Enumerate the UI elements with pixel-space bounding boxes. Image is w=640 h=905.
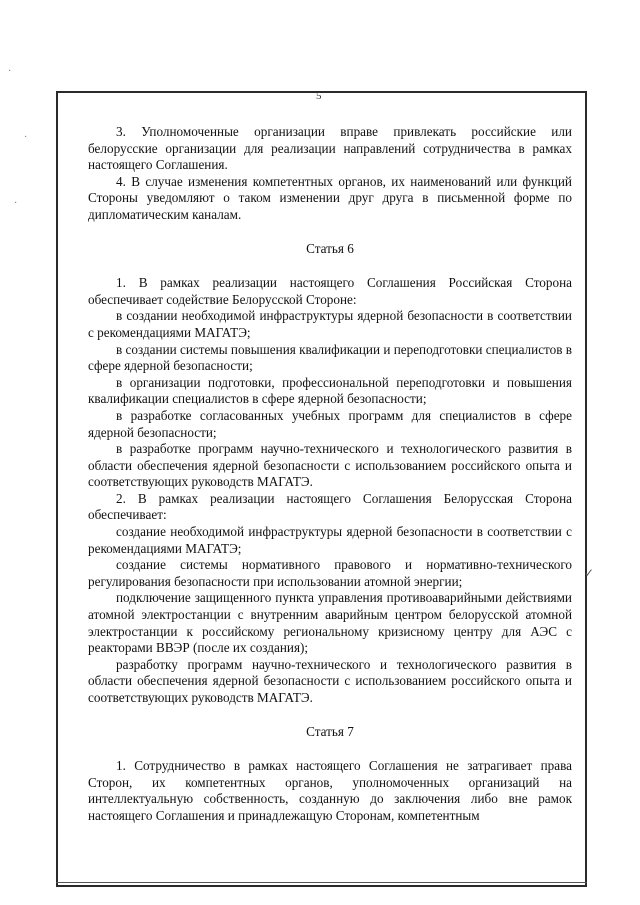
article-6-clause-1-item: в создании системы повышения квалификации и переподготовки специалистов в сфере ядерной безопасности; — [88, 341, 572, 374]
paragraph-3: 3. Уполномоченные организации вправе привлекать российские или белорусские организации для реализации направлений сотрудничества в рамках настоящего Соглашения. — [88, 124, 572, 173]
article-7-heading: Статья 7 — [306, 723, 354, 739]
article-6-clause-1-item: в организации подготовки, профессиональной переподготовки и повышения квалификации специалистов в сфере ядерной безопасности; — [88, 374, 572, 407]
scan-speck: · — [14, 198, 18, 209]
article-6-clause-1: 1. В рамках реализации настоящего Соглашения Российская Сторона обеспечивает содействие Белорусской Стороне: — [88, 275, 572, 307]
article-6-clause-1-item: в разработке согласованных учебных программ для специалистов в сфере ядерной безопасности; — [88, 407, 572, 440]
article-6-clause-1-item: в создании необходимой инфраструктуры ядерной безопасности в соответствии с рекомендациями МАГАТЭ; — [88, 308, 572, 340]
article-6-clause-2-item: подключение защищенного пункта управления противоаварийными действиями атомной электростанции с внутренним аварийным центром белорусской атомной электростанции к российскому региональному кризисному центру для АЭС с реакторами ВВЭР (после их создания); — [88, 590, 572, 656]
article-7-clause-1: 1. Сотрудничество в рамках настоящего Соглашения не затрагивает права Сторон, их компетентных органов, уполномоченных организаций на интеллектуальную собственность, созданную до заключения либо вне рамок настоящего Соглашения и принадлежащую Сторонам, компетентным — [88, 758, 572, 823]
page-number: 5 — [316, 90, 322, 102]
paragraph-4: 4. В случае изменения компетентных органов, их наименований или функций Стороны уведомляют о таком изменении друг друга в письменной форме по дипломатическим каналам. — [88, 173, 572, 222]
scan-speck: · — [8, 66, 12, 77]
document-body — [88, 124, 572, 825]
article-6-clause-2-item: создание системы нормативного правового и нормативно-технического регулирования безопасности при использовании атомной энергии; — [88, 557, 572, 589]
article-6-heading: Статья 6 — [306, 240, 354, 256]
article-6-clause-2-item: разработку программ научно-технического и технологического развития в области обеспечения ядерной безопасности с использованием российского опыта и соответствующих руководств МАГАТЭ. — [88, 656, 572, 705]
article-6-clause-2-item: создание необходимой инфраструктуры ядерной безопасности в соответствии с рекомендациями МАГАТЭ; — [88, 524, 572, 556]
margin-check-mark: ✓ — [584, 566, 595, 580]
article-6-clause-2: 2. В рамках реализации настоящего Соглашения Белорусская Сторона обеспечивает: — [88, 490, 572, 523]
scan-speck: · — [24, 132, 28, 143]
page-border-bottom-line — [56, 882, 587, 883]
article-6-clause-1-item: в разработке программ научно-технического и технологического развития в области обеспечения ядерной безопасности с использованием российского опыта и соответствующих руководств МАГАТЭ. — [88, 441, 572, 490]
